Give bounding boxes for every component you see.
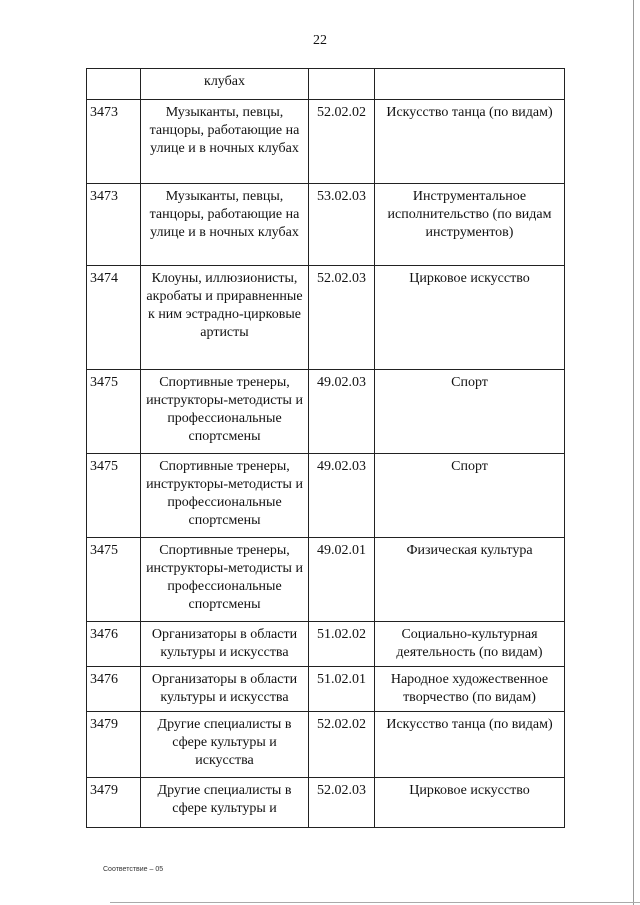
- occupation-code-cell: 3476: [87, 622, 141, 667]
- scan-edge-line: [633, 0, 634, 905]
- specialty-name-cell: [375, 69, 565, 100]
- occupation-code-cell: 3473: [87, 184, 141, 266]
- occupation-name-cell: Спортивные тренеры, инструкторы-методисты и профессиональные спортсмены: [141, 454, 309, 538]
- table-row: [87, 266, 565, 370]
- occupation-name-cell: Музыканты, певцы, танцоры, работающие на улице и в ночных клубах: [141, 184, 309, 266]
- occupation-name-cell: Организаторы в области культуры и искусства: [141, 667, 309, 712]
- specialty-code-cell: 51.02.02: [309, 622, 375, 667]
- occupation-name-cell: Спортивные тренеры, инструкторы-методисты и профессиональные спортсмены: [141, 538, 309, 622]
- occupation-name-cell: Организаторы в области культуры и искусства: [141, 622, 309, 667]
- specialty-name-cell: Искусство танца (по видам): [375, 712, 565, 778]
- occupation-code-cell: 3475: [87, 370, 141, 454]
- specialty-code-cell: 53.02.03: [309, 184, 375, 266]
- specialty-name-cell: Физическая культура: [375, 538, 565, 622]
- occupation-name-cell: Другие специалисты в сфере культуры и искусства: [141, 712, 309, 778]
- specialty-name-cell: Социально-культурная деятельность (по видам): [375, 622, 565, 667]
- occupations-table: [86, 68, 565, 828]
- page-number: 22: [313, 33, 327, 48]
- occupation-code-cell: 3474: [87, 266, 141, 370]
- table-row: [87, 622, 565, 667]
- specialty-name-cell: Искусство танца (по видам): [375, 100, 565, 184]
- occupation-code-cell: 3479: [87, 778, 141, 828]
- table-row: [87, 538, 565, 622]
- table-row: [87, 100, 565, 184]
- occupation-name-cell: Спортивные тренеры, инструкторы-методисты и профессиональные спортсмены: [141, 370, 309, 454]
- table-row: [87, 712, 565, 778]
- scan-bottom-line: [110, 902, 640, 903]
- specialty-code-cell: 52.02.03: [309, 778, 375, 828]
- specialty-name-cell: Цирковое искусство: [375, 778, 565, 828]
- specialty-code-cell: 51.02.01: [309, 667, 375, 712]
- specialty-code-cell: 52.02.02: [309, 100, 375, 184]
- specialty-code-cell: 49.02.03: [309, 370, 375, 454]
- specialty-name-cell: Спорт: [375, 454, 565, 538]
- occupation-code-cell: 3475: [87, 454, 141, 538]
- occupation-code-cell: 3479: [87, 712, 141, 778]
- specialty-code-cell: 49.02.03: [309, 454, 375, 538]
- occupation-name-cell: Другие специалисты в сфере культуры и: [141, 778, 309, 828]
- occupation-code-cell: 3473: [87, 100, 141, 184]
- occupation-code-cell: 3476: [87, 667, 141, 712]
- occupation-name-cell: Клоуны, иллюзионисты, акробаты и приравненные к ним эстрадно-цирковые артисты: [141, 266, 309, 370]
- specialty-code-cell: 49.02.01: [309, 538, 375, 622]
- table-row: [87, 454, 565, 538]
- document-footer: Соответствие – 05: [103, 866, 164, 873]
- specialty-name-cell: Народное художественное творчество (по видам): [375, 667, 565, 712]
- specialty-code-cell: 52.02.03: [309, 266, 375, 370]
- specialty-name-cell: Спорт: [375, 370, 565, 454]
- specialty-code-cell: [309, 69, 375, 100]
- table-row: [87, 184, 565, 266]
- specialty-name-cell: Цирковое искусство: [375, 266, 565, 370]
- specialty-code-cell: 52.02.02: [309, 712, 375, 778]
- specialty-name-cell: Инструментальное исполнительство (по видам инструментов): [375, 184, 565, 266]
- occupation-code-cell: [87, 69, 141, 100]
- occupation-name-cell: клубах: [141, 69, 309, 100]
- table-row: [87, 778, 565, 828]
- table-row: [87, 667, 565, 712]
- occupation-code-cell: 3475: [87, 538, 141, 622]
- table-row: [87, 370, 565, 454]
- occupation-name-cell: Музыканты, певцы, танцоры, работающие на улице и в ночных клубах: [141, 100, 309, 184]
- table-row: [87, 69, 565, 100]
